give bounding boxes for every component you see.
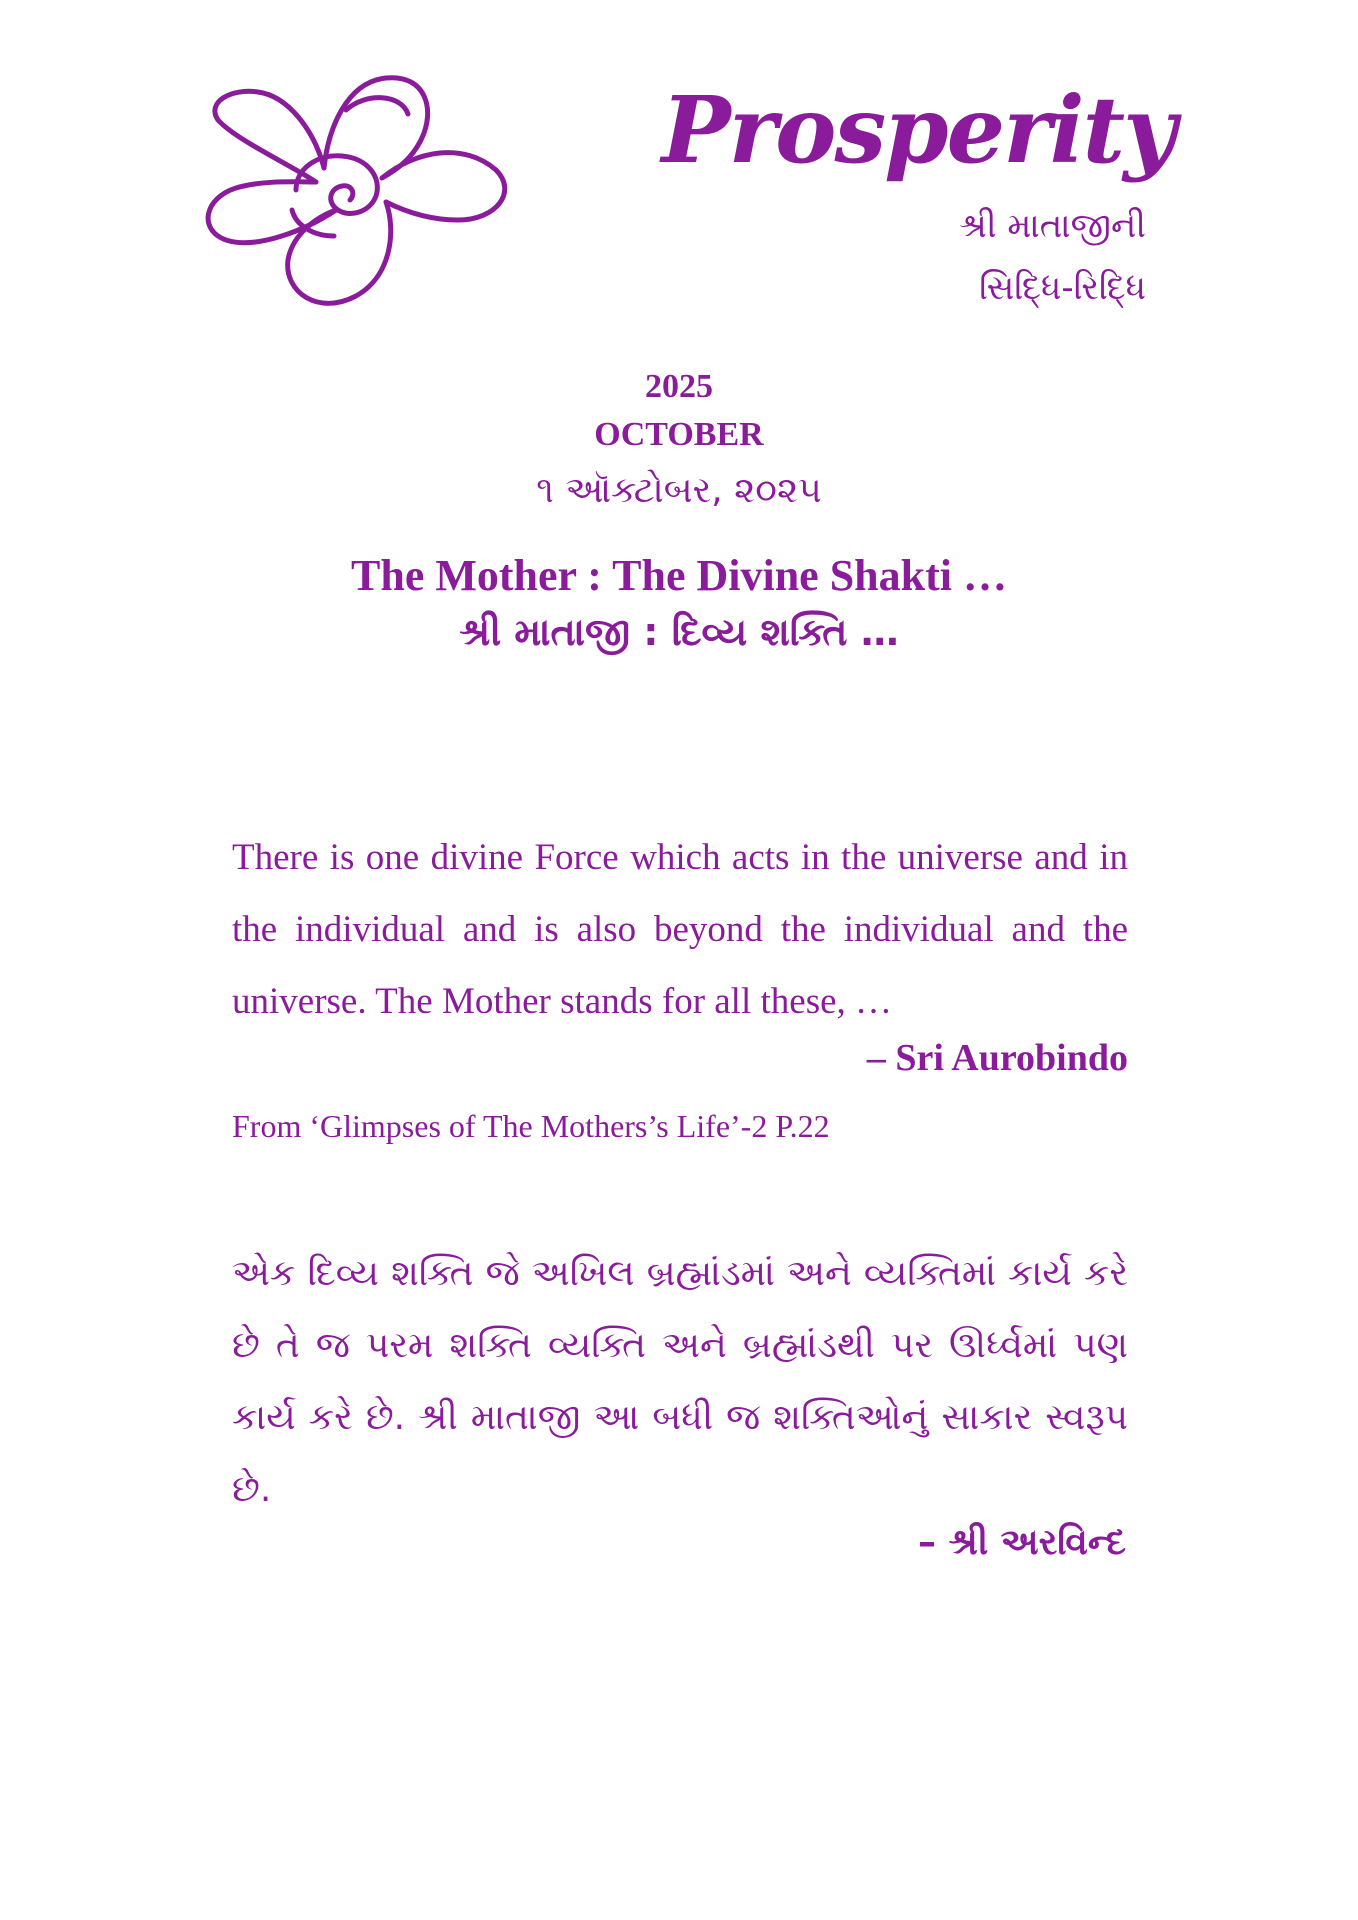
date-year: 2025 — [645, 368, 713, 405]
date-month: OCTOBER — [594, 416, 764, 453]
quote-source: From ‘Glimpses of The Mothers’s Life’-2 P.22 — [232, 1108, 830, 1144]
brand-subtitle-line2: સિદ્ધિ-રિદ્ધિ — [979, 268, 1146, 308]
page-title-english: The Mother : The Divine Shakti … — [351, 551, 1007, 600]
brand-subtitle-line1: શ્રી માતાજીની — [959, 206, 1146, 246]
quote-gujarati-text: એક દિવ્ય શક્તિ જે અખિલ બ્રહ્માંડમાં અને વ્યક્તિમાં કાર્ય કરે છે તે જ પરમ શક્તિ વ્યક્તિ અને બ્રહ્માંડથી પર ઊર્ધ્વમાં પણ કાર્ય કરે છે. શ્રી માતાજી આ બધી જ શક્તિઓનું સાકાર સ્વરૂપ છે. — [232, 1253, 1128, 1510]
quote-english-text: There is one divine Force which acts in the universe and in the individual and is also beyond the individual and the universe. The Mother stands for all these, … — [232, 837, 1128, 1022]
quote-english-author: – Sri Aurobindo — [866, 1037, 1128, 1079]
page-title-gujarati: શ્રી માતાજી : દિવ્ય શક્તિ … — [459, 610, 899, 654]
date-gujarati: ૧ ઑક્ટોબર, ૨૦૨૫ — [536, 470, 822, 511]
quote-gujarati-author: – શ્રી અરવિન્દ — [917, 1522, 1126, 1563]
flower-logo-icon — [196, 70, 516, 310]
brand-title — [661, 62, 1175, 202]
brand-title-text: Prosperity — [661, 76, 1175, 184]
